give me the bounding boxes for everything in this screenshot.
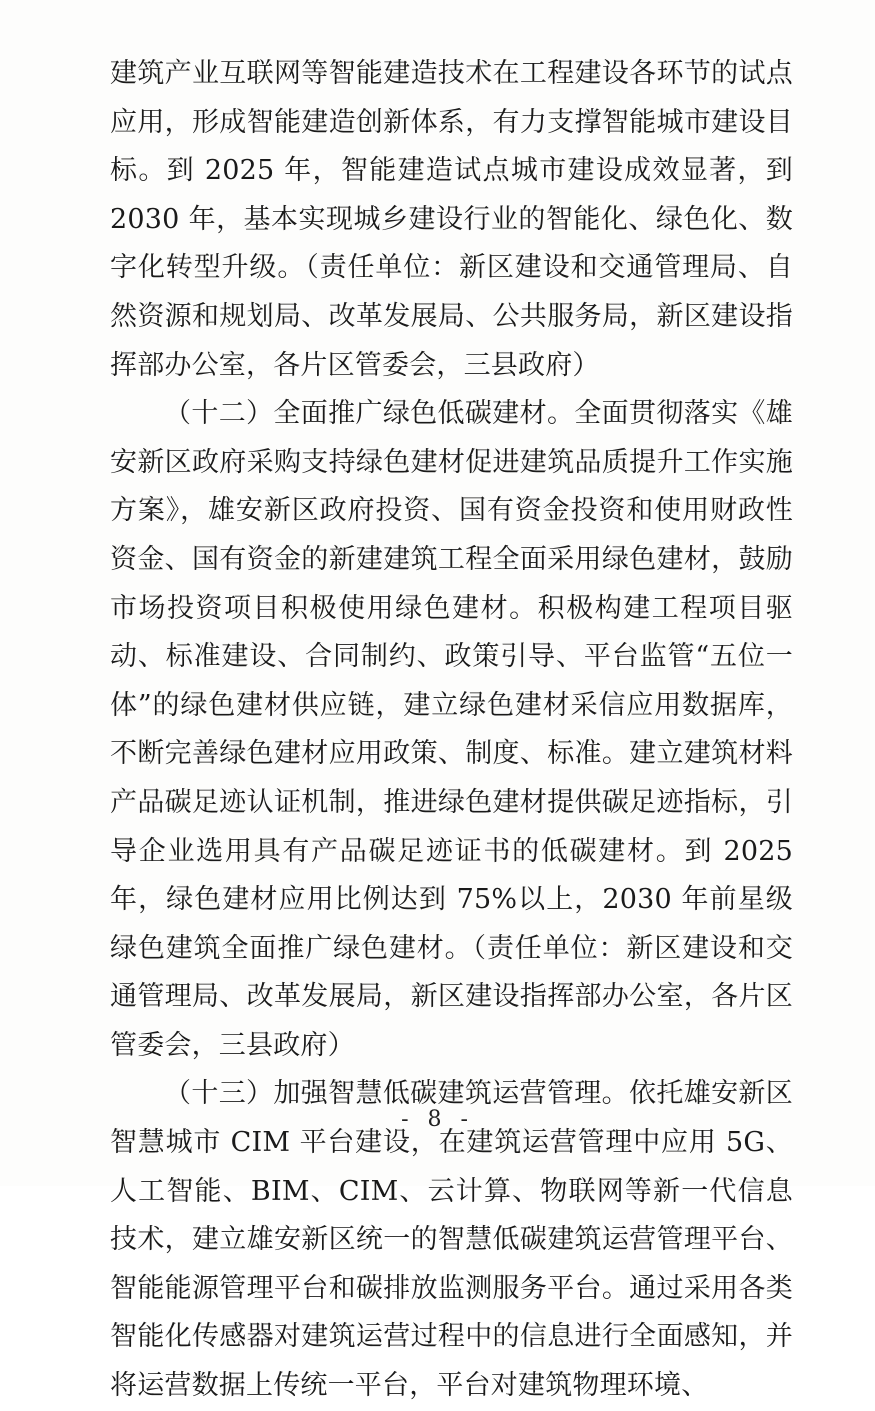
- paragraph-continued: 建筑产业互联网等智能建造技术在工程建设各环节的试点应用，形成智能建造创新体系，有力支撑智能城市建设目标。到 2025 年，智能建造试点城市建设成效显著，到 2030 年，基本实现城乡建设行业的智能化、绿色化、数字化转型升级。（责任单位：新区建设和交通管理局、自然资源和规划局、改革发展局、公共服务局，新区建设指挥部办公室，各片区管委会，三县政府）: [110, 58, 793, 381]
- paragraph-section-13: （十三）加强智慧低碳建筑运营管理。依托雄安新区智慧城市 CIM 平台建设，在建筑运营管理中应用 5G、人工智能、BIM、CIM、云计算、物联网等新一代信息技术，建立雄安新区统一的智慧低碳建筑运营管理平台、智能能源管理平台和碳排放监测服务平台。通过采用各类智能化传感器对建筑运营过程中的信息进行全面感知，并将运营数据上传统一平台，平台对建筑物理环境、: [110, 1078, 793, 1402]
- page-number: - 8 -: [401, 1107, 474, 1132]
- paragraph-section-12: （十二）全面推广绿色低碳建材。全面贯彻落实《雄安新区政府采购支持绿色建材促进建筑品质提升工作实施方案》，雄安新区政府投资、国有资金投资和使用财政性资金、国有资金的新建建筑工程全面采用绿色建材，鼓励市场投资项目积极使用绿色建材。积极构建工程项目驱动、标准建设、合同制约、政策引导、平台监管“五位一体”的绿色建材供应链，建立绿色建材采信应用数据库，不断完善绿色建材应用政策、制度、标准。建立建筑材料产品碳足迹认证机制，推进绿色建材提供碳足迹指标，引导企业选用具有产品碳足迹证书的低碳建材。到 2025 年，绿色建材应用比例达到 75%以上，2030 年前星级绿色建筑全面推广绿色建材。（责任单位：新区建设和交通管理局、改革发展局，新区建设指挥部办公室，各片区管委会，三县政府）: [110, 398, 793, 1061]
- body-text: [110, 50, 793, 1411]
